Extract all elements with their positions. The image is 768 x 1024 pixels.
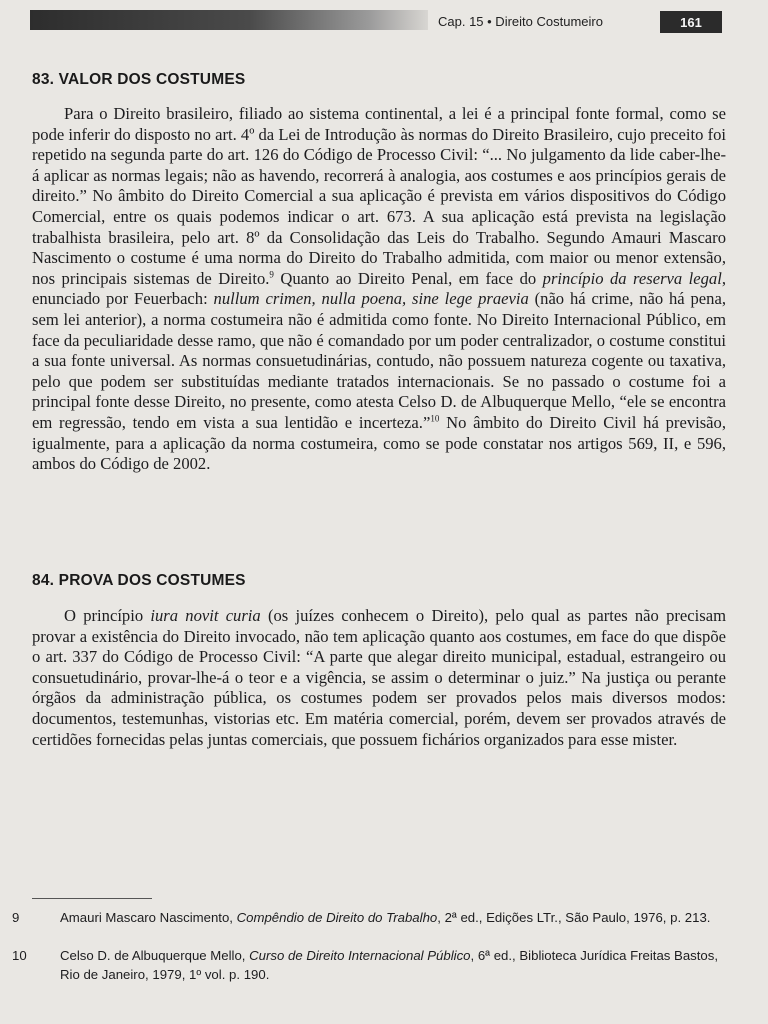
section-84-text-1: O princípio bbox=[64, 606, 151, 625]
section-83-text-4: (não há crime, não há pena, sem lei anterior), a norma costumeira não é admitida como fonte. No Direito Internacional Público, em face da peculiaridade desse ramo, que não é comandado por um poder centralizador, o costume constitui a sua fonte universal. As normas consuetudinárias, contudo, não possuem natureza cogente ou taxativa, pelo que podem ser substituídas mediante tratados internacionais. Se no passado o costume foi a principal fonte desse Direito, no presente, como atesta Celso D. de Albuquerque Mello, “ele se encontra em regressão, tendo em vista a sua lentidão e incerteza.” bbox=[32, 289, 726, 432]
section-84-title: 84. PROVA DOS COSTUMES bbox=[32, 572, 246, 589]
footnote-details: , 2ª ed., Edições LTr., São Paulo, 1976, p. 213. bbox=[437, 910, 711, 925]
footnote-work-title: Curso de Direito Internacional Público bbox=[249, 948, 471, 963]
footnote-divider bbox=[32, 898, 152, 899]
section-83-text-3: , enunciado por Feuerbach: bbox=[32, 268, 726, 309]
section-84-paragraph bbox=[32, 606, 726, 750]
header-bar bbox=[30, 10, 428, 30]
footnote-9 bbox=[12, 908, 736, 927]
section-83-text-5: No âmbito do Direito Civil há previsão, igualmente, para a aplicação da norma costumeira, como se pode constatar nos artigos 569, II, e 596, ambos do Código de 2002. bbox=[32, 412, 726, 474]
section-83-text-1: Para o Direito brasileiro, filiado ao sistema continental, a lei é a principal fonte formal, como se pode inferir do disposto no art. 4º da Lei de Introdução às normas do Direito Brasileiro, cujo preceito foi repetido na segunda parte do art. 126 do Código de Processo Civil: “... No julgamento da lide caber-lhe-á aplicar as normas legais; não as havendo, recorrerá à analogia, aos costumes e aos princípios gerais de direito.” No âmbito do Direito Comercial a sua aplicação é prevista em vários dispositivos do Código Comercial, entre os quais podemos indicar o art. 673. A sua aplicação está prevista na legislação trabalhista brasileira, pelo art. 8º da Consolidação das Leis do Trabalho. Segundo Amauri Mascaro Nascimento o costume é uma norma do Direito do Trabalho admitida, com maior ou menor extensão, nos principais sistemas de Direito. bbox=[32, 104, 726, 288]
footnote-number: 9 bbox=[12, 910, 20, 925]
footnote-number: 10 bbox=[12, 948, 27, 963]
section-84-text-2: (os juízes conhecem o Direito), pelo qual as partes não precisam provar a existência do Direito invocado, não tem aplicação quanto aos costumes, em face do que dispõe o art. 337 do Código de Processo Civil: “A parte que alegar direito municipal, estadual, estrangeiro ou consuetudinário, provar-lhe-á o teor e a vigência, se assim o determinar o juiz.” Na justiça ou perante órgãos da administração pública, os costumes podem ser provados pelos mais diversos modos: documentos, testemunhas, vistorias etc. Em matéria comercial, porém, devem ser provados através de certidões fornecidas pelas juntas comerciais, que possuem fichários organizados para esse mister. bbox=[32, 606, 726, 749]
section-83-italic-1: princípio da reserva legal bbox=[542, 268, 722, 288]
footnote-details: , 6ª ed., Biblioteca Jurídica Freitas Bastos, Rio de Janeiro, 1979, 1º vol. p. 190. bbox=[60, 948, 719, 982]
section-84-italic-1: iura novit curia bbox=[150, 606, 261, 625]
section-83-title: 83. VALOR DOS COSTUMES bbox=[32, 71, 246, 88]
section-83-text-2: Quanto ao Direito Penal, em face do bbox=[273, 268, 543, 288]
page-number: 161 bbox=[660, 11, 722, 33]
section-83-italic-2: nullum crimen, nulla poena, sine lege praevia bbox=[213, 289, 529, 309]
footnote-text bbox=[60, 908, 736, 927]
running-head: Cap. 15 • Direito Costumeiro bbox=[438, 14, 603, 29]
section-83-paragraph bbox=[32, 104, 726, 475]
footnote-ref-9: 9 bbox=[269, 269, 274, 280]
footnote-work-title: Compêndio de Direito do Trabalho bbox=[236, 910, 438, 925]
footnote-text bbox=[60, 946, 736, 984]
footnote-author: Amauri Mascaro Nascimento, bbox=[60, 910, 237, 925]
footnote-10 bbox=[12, 946, 736, 984]
footnote-ref-10: 10 bbox=[430, 413, 440, 424]
footnote-author: Celso D. de Albuquerque Mello, bbox=[60, 948, 250, 963]
